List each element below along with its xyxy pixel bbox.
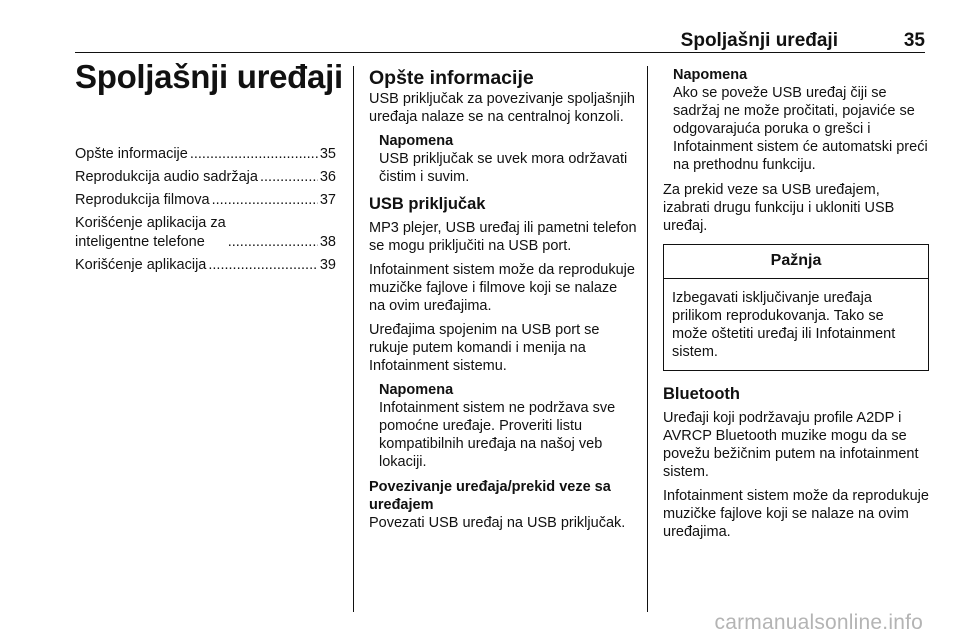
toc-item[interactable] <box>75 256 336 275</box>
column-divider <box>647 66 648 612</box>
toc-leader <box>190 145 318 164</box>
subsection-heading: USB priključak <box>369 195 486 213</box>
toc-item[interactable] <box>75 191 336 210</box>
caution-title: Pažnja <box>664 245 928 279</box>
paragraph: Uređajima spojenim na USB port se rukuje putem komandi i menija na Infotainment sistemu. <box>369 322 600 374</box>
note-text: Infotainment sistem ne podržava sve pomoćne uređaje. Proveriti listu kompatibilnih uređaja na našoj veb lokaciji. <box>379 400 616 470</box>
chapter-title: Spoljašnji uređaji <box>75 58 343 95</box>
page-number: 35 <box>903 30 925 51</box>
toc-item-page: 35 <box>319 146 336 162</box>
note-title: Napomena <box>379 382 454 398</box>
toc-item-label: Opšte informacije <box>75 146 188 162</box>
subsection-heading: Bluetooth <box>663 385 740 403</box>
note-title: Napomena <box>379 133 454 149</box>
column-middle <box>369 66 637 538</box>
column-right <box>663 66 929 547</box>
toc-item-page: 37 <box>319 192 336 208</box>
paragraph: Infotainment sistem može da reprodukuje muzičke fajlove i filmove koji se nalaze na ovim uređajima. <box>369 262 635 314</box>
toc-leader <box>212 191 318 210</box>
toc-item[interactable] <box>75 214 336 252</box>
toc-item-label: Korišćenje aplikacija <box>75 257 207 273</box>
watermark: carmanualsonline.info <box>714 611 923 634</box>
running-header-title: Spoljašnji uređaji <box>680 30 838 51</box>
paragraph: Za prekid veze sa USB uređajem, izabrati drugu funkciju i ukloniti USB uređaj. <box>663 182 895 234</box>
caution-text: Izbegavati isključivanje uređaja prilikom reprodukovanja. Tako se može oštetiti uređaj ili Infotainment sistem. <box>672 290 896 360</box>
section-heading: Opšte informacije <box>369 67 534 89</box>
toc-item[interactable] <box>75 145 336 164</box>
toc-item[interactable] <box>75 168 336 187</box>
column-divider <box>353 66 354 612</box>
note-text: USB priključak se uvek mora održavati čistim i suvim. <box>379 151 628 185</box>
toc-item-page: 39 <box>319 257 336 273</box>
toc-item-page: 38 <box>319 234 336 250</box>
paragraph: MP3 plejer, USB uređaj ili pametni telefon se mogu priključiti na USB port. <box>369 220 637 254</box>
paragraph: USB priključak za povezivanje spoljašnjih uređaja nalaze se na centralnoj konzoli. <box>369 91 635 125</box>
toc-leader <box>228 233 318 252</box>
paragraph: Infotainment sistem može da reprodukuje muzičke fajlove koji se nalaze na ovim uređajima. <box>663 488 929 540</box>
toc-item-label: Reprodukcija filmova <box>75 192 210 208</box>
note-block <box>379 381 637 471</box>
note-text: Ako se poveže USB uređaj čiji se sadržaj ne može pročitati, pojaviće se odgovarajuća poruka o grešci i Infotainment sistem će automatski preći na prethodnu funkciju. <box>673 85 928 173</box>
toc-item-label: Reprodukcija audio sadržaja <box>75 169 258 185</box>
toc-leader <box>260 168 318 187</box>
note-title: Napomena <box>673 67 748 83</box>
toc-item-label: Korišćenje aplikacija za inteligentne telefone <box>75 215 226 250</box>
subheading: Povezivanje uređaja/prekid veze sa uređajem <box>369 479 611 513</box>
caution-box <box>663 244 929 371</box>
toc-leader <box>208 256 317 275</box>
toc-item-page: 36 <box>319 169 336 185</box>
header-rule <box>75 52 925 53</box>
note-block <box>673 66 929 174</box>
paragraph: Povezati USB uređaj na USB priključak. <box>369 515 626 531</box>
note-block <box>379 132 637 186</box>
table-of-contents <box>75 145 336 279</box>
paragraph: Uređaji koji podržavaju profile A2DP i AVRCP Bluetooth muzike mogu da se povežu bežičnim putem na infotainment sistem. <box>663 410 919 480</box>
